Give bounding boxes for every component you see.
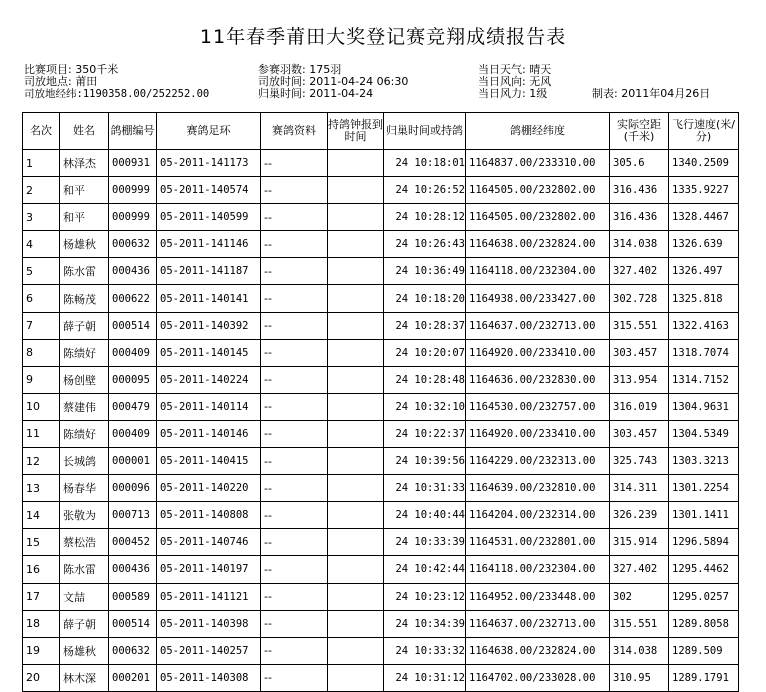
cell-clock-time [328,339,384,366]
cell-pigeon-info: -- [261,285,328,312]
cell-speed: 1340.2509 [669,150,739,177]
col-header-rank: 名次 [23,113,60,150]
cell-coordinates: 1164920.00/233410.00 [466,420,610,447]
cell-ring: 05-2011-141146 [157,231,261,258]
cell-speed: 1304.9631 [669,393,739,420]
cell-pigeon-info: -- [261,393,328,420]
cell-arrival: 24 10:18:20 [384,285,466,312]
cell-ring: 05-2011-141187 [157,258,261,285]
cell-arrival: 24 10:18:01 [384,150,466,177]
cell-clock-time [328,664,384,691]
cell-name: 林木深 [60,664,109,691]
cell-name: 蔡松浩 [60,529,109,556]
cell-distance: 315.914 [610,529,669,556]
cell-loft-no: 000999 [109,204,157,231]
cell-loft-no: 000436 [109,258,157,285]
cell-speed: 1295.0257 [669,583,739,610]
cell-rank: 11 [23,420,60,447]
cell-speed: 1326.639 [669,231,739,258]
cell-pigeon-info: -- [261,312,328,339]
table-row [23,231,739,258]
cell-coordinates: 1164530.00/232757.00 [466,393,610,420]
cell-clock-time [328,637,384,664]
cell-coordinates: 1164639.00/232810.00 [466,475,610,502]
cell-coordinates: 1164952.00/233448.00 [466,583,610,610]
cell-rank: 3 [23,204,60,231]
cell-loft-no: 000931 [109,150,157,177]
made-date: 制表: 2011年04月26日 [592,87,711,100]
cell-distance: 316.436 [610,177,669,204]
cell-arrival: 24 10:34:39 [384,610,466,637]
cell-clock-time [328,502,384,529]
report-title: 11年春季莆田大奖登记赛竞翔成绩报告表 [199,26,567,48]
table-row [23,610,739,637]
cell-clock-time [328,231,384,258]
cell-loft-no: 000436 [109,556,157,583]
cell-distance: 310.95 [610,664,669,691]
cell-arrival: 24 10:31:12 [384,664,466,691]
cell-distance: 315.551 [610,610,669,637]
return-date: 归巢时间: 2011-04-24 [258,87,374,100]
col-header-coordinates: 鸽棚经纬度 [466,113,610,150]
cell-name: 杨雄秋 [60,231,109,258]
table-row [23,258,739,285]
cell-speed: 1335.9227 [669,177,739,204]
cell-rank: 12 [23,448,60,475]
cell-clock-time [328,258,384,285]
cell-ring: 05-2011-140746 [157,529,261,556]
cell-clock-time [328,285,384,312]
table-row [23,529,739,556]
cell-coordinates: 1164118.00/232304.00 [466,556,610,583]
cell-arrival: 24 10:39:56 [384,448,466,475]
cell-loft-no: 000514 [109,610,157,637]
table-row [23,556,739,583]
cell-arrival: 24 10:26:52 [384,177,466,204]
cell-distance: 325.743 [610,448,669,475]
cell-speed: 1303.3213 [669,448,739,475]
cell-coordinates: 1164505.00/232802.00 [466,204,610,231]
col-header-distance: 实际空距(千米) [610,113,669,150]
cell-name: 杨创壁 [60,366,109,393]
cell-distance: 314.311 [610,475,669,502]
cell-speed: 1318.7074 [669,339,739,366]
cell-arrival: 24 10:36:49 [384,258,466,285]
cell-speed: 1301.1411 [669,502,739,529]
cell-rank: 4 [23,231,60,258]
cell-clock-time [328,556,384,583]
cell-loft-no: 000632 [109,637,157,664]
cell-coordinates: 1164938.00/233427.00 [466,285,610,312]
cell-rank: 17 [23,583,60,610]
cell-ring: 05-2011-141173 [157,150,261,177]
cell-name: 薛子朝 [60,312,109,339]
table-row [23,312,739,339]
cell-pigeon-info: -- [261,637,328,664]
cell-speed: 1304.5349 [669,420,739,447]
cell-coordinates: 1164638.00/232824.00 [466,637,610,664]
table-row [23,475,739,502]
cell-distance: 302 [610,583,669,610]
cell-rank: 18 [23,610,60,637]
cell-coordinates: 1164505.00/232802.00 [466,177,610,204]
cell-arrival: 24 10:40:44 [384,502,466,529]
cell-distance: 314.038 [610,637,669,664]
table-row [23,664,739,691]
cell-name: 林泽杰 [60,150,109,177]
cell-speed: 1322.4163 [669,312,739,339]
cell-clock-time [328,420,384,447]
cell-ring: 05-2011-140392 [157,312,261,339]
cell-arrival: 24 10:20:07 [384,339,466,366]
cell-pigeon-info: -- [261,448,328,475]
cell-pigeon-info: -- [261,502,328,529]
cell-arrival: 24 10:33:32 [384,637,466,664]
col-header-arrival: 归巢时间或持鸽 [384,113,466,150]
cell-name: 陈绩好 [60,420,109,447]
cell-ring: 05-2011-140574 [157,177,261,204]
cell-pigeon-info: -- [261,664,328,691]
cell-loft-no: 000452 [109,529,157,556]
cell-name: 和平 [60,177,109,204]
cell-name: 文喆 [60,583,109,610]
cell-pigeon-info: -- [261,231,328,258]
cell-speed: 1289.1791 [669,664,739,691]
cell-ring: 05-2011-140197 [157,556,261,583]
col-header-speed: 飞行速度(米/分) [669,113,739,150]
cell-coordinates: 1164531.00/232801.00 [466,529,610,556]
cell-pigeon-info: -- [261,583,328,610]
cell-coordinates: 1164204.00/232314.00 [466,502,610,529]
cell-name: 张敬为 [60,502,109,529]
wind-force: 当日风力: 1级 [478,87,548,100]
cell-distance: 326.239 [610,502,669,529]
cell-pigeon-info: -- [261,366,328,393]
cell-speed: 1326.497 [669,258,739,285]
cell-speed: 1314.7152 [669,366,739,393]
cell-pigeon-info: -- [261,420,328,447]
cell-distance: 303.457 [610,339,669,366]
cell-arrival: 24 10:28:37 [384,312,466,339]
cell-rank: 19 [23,637,60,664]
cell-distance: 303.457 [610,420,669,447]
cell-ring: 05-2011-140224 [157,366,261,393]
cell-loft-no: 000622 [109,285,157,312]
cell-distance: 302.728 [610,285,669,312]
cell-ring: 05-2011-140308 [157,664,261,691]
weather: 当日天气: 晴天 [478,63,552,76]
cell-rank: 14 [23,502,60,529]
table-row [23,393,739,420]
entry-count: 参赛羽数: 175羽 [258,63,342,76]
col-header-clock-time: 持鸽钟报到时间 [328,113,384,150]
cell-pigeon-info: -- [261,258,328,285]
cell-name: 杨雄秋 [60,637,109,664]
cell-clock-time [328,448,384,475]
cell-arrival: 24 10:23:12 [384,583,466,610]
cell-loft-no: 000409 [109,339,157,366]
cell-speed: 1289.8058 [669,610,739,637]
cell-speed: 1296.5894 [669,529,739,556]
cell-coordinates: 1164229.00/232313.00 [466,448,610,475]
cell-ring: 05-2011-140599 [157,204,261,231]
cell-speed: 1301.2254 [669,475,739,502]
cell-loft-no: 000514 [109,312,157,339]
cell-name: 陈畅茂 [60,285,109,312]
table-header-row [23,113,739,150]
col-header-loft-no: 鸽棚编号 [109,113,157,150]
cell-distance: 313.954 [610,366,669,393]
cell-loft-no: 000479 [109,393,157,420]
cell-rank: 2 [23,177,60,204]
table-row [23,502,739,529]
cell-ring: 05-2011-140257 [157,637,261,664]
table-row [23,339,739,366]
cell-rank: 9 [23,366,60,393]
cell-distance: 316.436 [610,204,669,231]
col-header-ring: 赛鸽足环 [157,113,261,150]
cell-arrival: 24 10:28:12 [384,204,466,231]
cell-rank: 6 [23,285,60,312]
col-header-pigeon-info: 赛鸽资料 [261,113,328,150]
table-row [23,583,739,610]
cell-pigeon-info: -- [261,177,328,204]
table-row [23,204,739,231]
col-header-name: 姓名 [60,113,109,150]
cell-rank: 10 [23,393,60,420]
cell-loft-no: 000096 [109,475,157,502]
table-row [23,366,739,393]
cell-distance: 314.038 [610,231,669,258]
info-column-right [478,64,551,100]
table-row [23,637,739,664]
cell-coordinates: 1164118.00/232304.00 [466,258,610,285]
cell-loft-no: 000999 [109,177,157,204]
cell-distance: 327.402 [610,556,669,583]
cell-loft-no: 000632 [109,231,157,258]
cell-arrival: 24 10:28:48 [384,366,466,393]
cell-loft-no: 000201 [109,664,157,691]
table-row [23,420,739,447]
table-row [23,177,739,204]
cell-clock-time [328,204,384,231]
cell-rank: 7 [23,312,60,339]
cell-arrival: 24 10:22:37 [384,420,466,447]
cell-ring: 05-2011-140141 [157,285,261,312]
release-coordinates: 司放地经纬:1190358.00/252252.00 [24,88,210,100]
cell-rank: 1 [23,150,60,177]
cell-name: 和平 [60,204,109,231]
cell-pigeon-info: -- [261,610,328,637]
table-row [23,150,739,177]
cell-name: 薛子朝 [60,610,109,637]
cell-distance: 327.402 [610,258,669,285]
cell-arrival: 24 10:33:39 [384,529,466,556]
cell-loft-no: 000001 [109,448,157,475]
cell-name: 陈水雷 [60,258,109,285]
cell-distance: 305.6 [610,150,669,177]
cell-ring: 05-2011-140398 [157,610,261,637]
cell-arrival: 24 10:26:43 [384,231,466,258]
cell-rank: 20 [23,664,60,691]
wind-direction: 当日风向: 无风 [478,75,552,88]
cell-clock-time [328,312,384,339]
release-location: 司放地点: 莆田 [24,75,98,88]
race-distance: 比赛项目: 350千米 [24,63,119,76]
cell-name: 长城鸽 [60,448,109,475]
cell-loft-no: 000713 [109,502,157,529]
info-column-left [24,64,209,100]
cell-coordinates: 1164636.00/232830.00 [466,366,610,393]
cell-distance: 316.019 [610,393,669,420]
cell-name: 杨春华 [60,475,109,502]
cell-name: 蔡建伟 [60,393,109,420]
cell-speed: 1295.4462 [669,556,739,583]
cell-speed: 1289.509 [669,637,739,664]
results-table [22,112,739,692]
cell-ring: 05-2011-141121 [157,583,261,610]
cell-coordinates: 1164638.00/232824.00 [466,231,610,258]
cell-arrival: 24 10:42:44 [384,556,466,583]
cell-clock-time [328,150,384,177]
cell-loft-no: 000589 [109,583,157,610]
cell-arrival: 24 10:31:33 [384,475,466,502]
cell-name: 陈水雷 [60,556,109,583]
cell-pigeon-info: -- [261,529,328,556]
cell-pigeon-info: -- [261,475,328,502]
cell-coordinates: 1164637.00/232713.00 [466,610,610,637]
cell-clock-time [328,366,384,393]
cell-coordinates: 1164702.00/233028.00 [466,664,610,691]
cell-loft-no: 000095 [109,366,157,393]
cell-rank: 13 [23,475,60,502]
cell-name: 陈绩好 [60,339,109,366]
cell-rank: 15 [23,529,60,556]
cell-ring: 05-2011-140415 [157,448,261,475]
cell-clock-time [328,177,384,204]
cell-rank: 5 [23,258,60,285]
table-row [23,448,739,475]
cell-ring: 05-2011-140808 [157,502,261,529]
cell-clock-time [328,583,384,610]
cell-loft-no: 000409 [109,420,157,447]
cell-pigeon-info: -- [261,204,328,231]
cell-clock-time [328,529,384,556]
cell-rank: 8 [23,339,60,366]
cell-speed: 1328.4467 [669,204,739,231]
cell-ring: 05-2011-140146 [157,420,261,447]
cell-coordinates: 1164837.00/233310.00 [466,150,610,177]
cell-rank: 16 [23,556,60,583]
release-time: 司放时间: 2011-04-24 06:30 [258,75,409,88]
cell-speed: 1325.818 [669,285,739,312]
cell-clock-time [328,610,384,637]
cell-ring: 05-2011-140114 [157,393,261,420]
cell-pigeon-info: -- [261,150,328,177]
cell-ring: 05-2011-140145 [157,339,261,366]
info-column-middle [258,64,408,100]
cell-coordinates: 1164637.00/232713.00 [466,312,610,339]
table-row [23,285,739,312]
cell-coordinates: 1164920.00/233410.00 [466,339,610,366]
cell-ring: 05-2011-140220 [157,475,261,502]
cell-distance: 315.551 [610,312,669,339]
cell-arrival: 24 10:32:10 [384,393,466,420]
cell-pigeon-info: -- [261,556,328,583]
cell-clock-time [328,475,384,502]
cell-clock-time [328,393,384,420]
cell-pigeon-info: -- [261,339,328,366]
